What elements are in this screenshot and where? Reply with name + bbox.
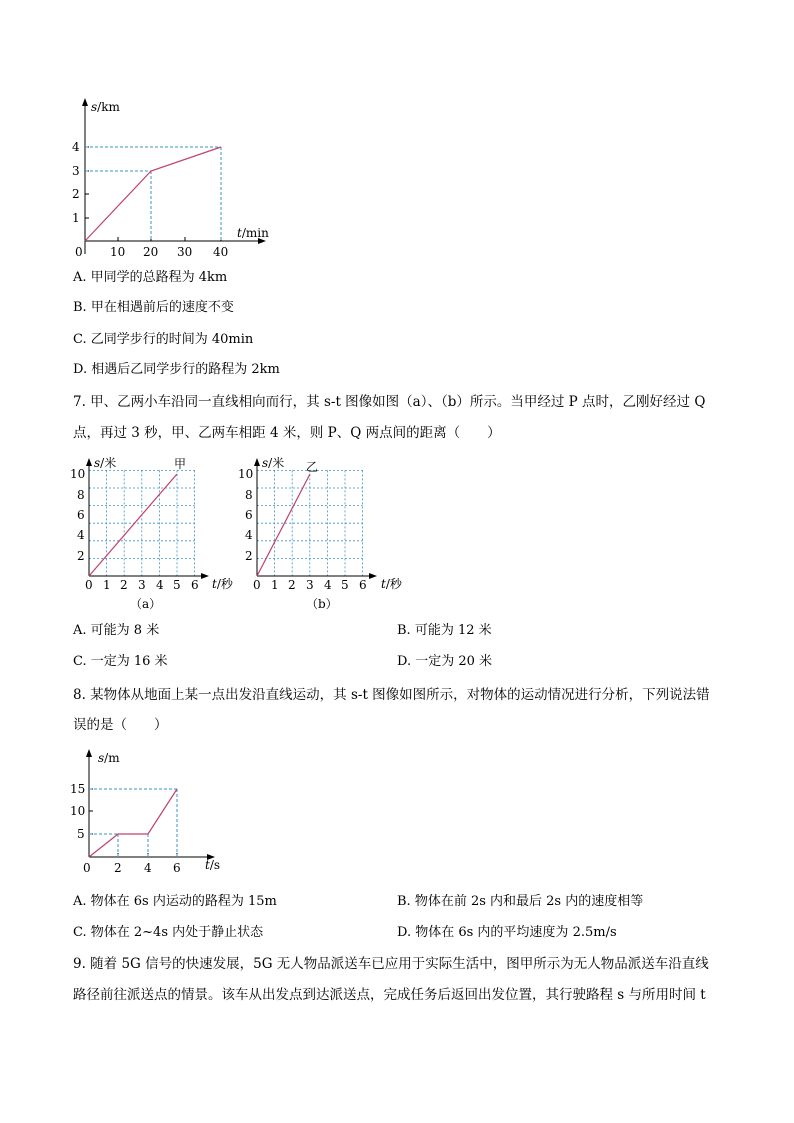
q8-option-a[interactable]: A. 物体在 6s 内运动的路程为 15m (73, 894, 277, 909)
chart-q8-xtick-label: 4 (144, 861, 152, 875)
q9-stem-line2: 路径前往派送点的情景。该车从出发点到达派送点，完成任务后返回出发位置，其行驶路程 s 与所用时间 t (73, 987, 706, 1003)
chart-q8-xtick-label: 6 (173, 861, 181, 875)
q7-option-a[interactable]: A. 可能为 8 米 (73, 623, 160, 638)
chart-q8-xtick-label: 2 (114, 861, 122, 875)
chart-q7b-xtick-label: 0 (253, 578, 261, 592)
chart1-xtick-label: 20 (143, 245, 159, 259)
chart-q7b-ytick-label: 8 (245, 488, 253, 502)
chart-q7b-ytick-label: 10 (238, 467, 254, 481)
chart-q7a-ytick-label: 2 (77, 549, 85, 563)
q8-option-c[interactable]: C. 物体在 2~4s 内处于静止状态 (73, 925, 264, 940)
prev-option-a[interactable]: A. 甲同学的总路程为 4km (73, 270, 228, 285)
chart-q7b-y-label: s/米 (262, 456, 285, 470)
chart-q7b-ytick-label: 6 (245, 508, 253, 522)
chart1-xtick-label: 10 (110, 245, 126, 259)
chart1-xtick-label: 0 (75, 245, 83, 259)
chart1-x-label: t/min (237, 226, 269, 240)
chart1-ytick-label: 2 (72, 187, 80, 201)
chart-q7b-xtick-label: 5 (341, 578, 349, 592)
chart-q8-x-label: t/s (205, 858, 221, 872)
q7-stem-line1: 7. 甲、乙两小车沿同一直线相向而行，其 s-t 图像如图（a）、（b）所示。当甲经过 P 点时，乙刚好经过 Q (73, 394, 706, 410)
chart-q7a-xtick-label: 0 (85, 578, 93, 592)
chart-q7a-xtick-label: 2 (120, 578, 128, 592)
chart-q7b-series-label: 乙 (306, 460, 319, 474)
chart-q7b-xtick-label: 3 (306, 578, 314, 592)
chart-q7a-caption: （a） (130, 597, 162, 611)
chart1-ytick-label: 4 (72, 140, 80, 154)
chart-q7a-xtick-label: 1 (103, 578, 111, 592)
chart1-y-label: s/km (91, 100, 120, 114)
chart-q7a-ytick-label: 8 (77, 488, 85, 502)
prev-option-c[interactable]: C. 乙同学步行的时间为 40min (73, 332, 254, 347)
chart-q7b-ytick-label: 2 (245, 549, 253, 563)
chart-q7a-ytick-label: 10 (70, 467, 86, 481)
chart-q7a-y-label: s/米 (94, 456, 117, 470)
q7-option-b[interactable]: B. 可能为 12 米 (397, 623, 492, 638)
chart-q8-y-label: s/m (98, 751, 120, 765)
chart-q7a-xtick-label: 6 (191, 578, 199, 592)
chart-q8-y-arrow (86, 749, 92, 757)
chart-q7a-xtick-label: 3 (138, 578, 146, 592)
chart-q7b-x-label: t/秒 (381, 577, 402, 591)
chart-q8-ytick-label: 15 (70, 782, 86, 796)
chart-q7a-ytick-label: 4 (77, 528, 85, 542)
q7-option-d[interactable]: D. 一定为 20 米 (397, 654, 493, 669)
q9-stem-line1: 9. 随着 5G 信号的快速发展，5G 无人物品派送车已应用于实际生活中，图甲所示为无人物品派送车沿直线 (73, 956, 709, 972)
chart-q7b-xtick-label: 6 (359, 578, 367, 592)
chart-q7b-ytick-label: 4 (245, 528, 253, 542)
chart-q7a-xtick-label: 5 (173, 578, 181, 592)
chart1-xtick-label: 30 (177, 245, 193, 259)
q7-option-c[interactable]: C. 一定为 16 米 (73, 654, 168, 669)
chart-q8-xtick-label: 0 (83, 861, 91, 875)
chart-q7a-x-label: t/秒 (212, 577, 233, 591)
chart-q7b-xtick-label: 2 (288, 578, 296, 592)
q8-option-b[interactable]: B. 物体在前 2s 内和最后 2s 内的速度相等 (397, 894, 644, 909)
chart-q7a-ytick-label: 6 (77, 508, 85, 522)
q8-stem-line1: 8. 某物体从地面上某一点出发沿直线运动，其 s-t 图像如图所示，对物体的运动情况进行分析，下列说法错 (73, 687, 710, 703)
prev-option-b[interactable]: B. 甲在相遇前后的速度不变 (73, 300, 234, 315)
chart-q8-series-line (89, 789, 177, 857)
q8-option-d[interactable]: D. 物体在 6s 内的平均速度为 2.5m/s (397, 925, 617, 940)
chart1-ytick-label: 3 (72, 164, 80, 178)
q8-stem-line2: 误的是（ ） (73, 717, 168, 733)
chart-q8-ytick-label: 5 (77, 827, 85, 841)
prev-option-d[interactable]: D. 相遇后乙同学步行的路程为 2km (73, 362, 280, 377)
chart-q7b-xtick-label: 1 (271, 578, 279, 592)
chart-q7a-series-label: 甲 (174, 457, 187, 471)
chart1-ytick-label: 1 (72, 211, 80, 225)
chart-q7b-xtick-label: 4 (324, 578, 332, 592)
chart1-xtick-label: 40 (213, 245, 229, 259)
chart-q7a-xtick-label: 4 (156, 578, 164, 592)
chart-q8-ytick-label: 10 (70, 804, 86, 818)
q7-stem-line2: 点，再过 3 秒，甲、乙两车相距 4 米，则 P、Q 两点间的距离（ ） (73, 425, 501, 441)
chart-q7b-caption: （b） (306, 597, 338, 611)
